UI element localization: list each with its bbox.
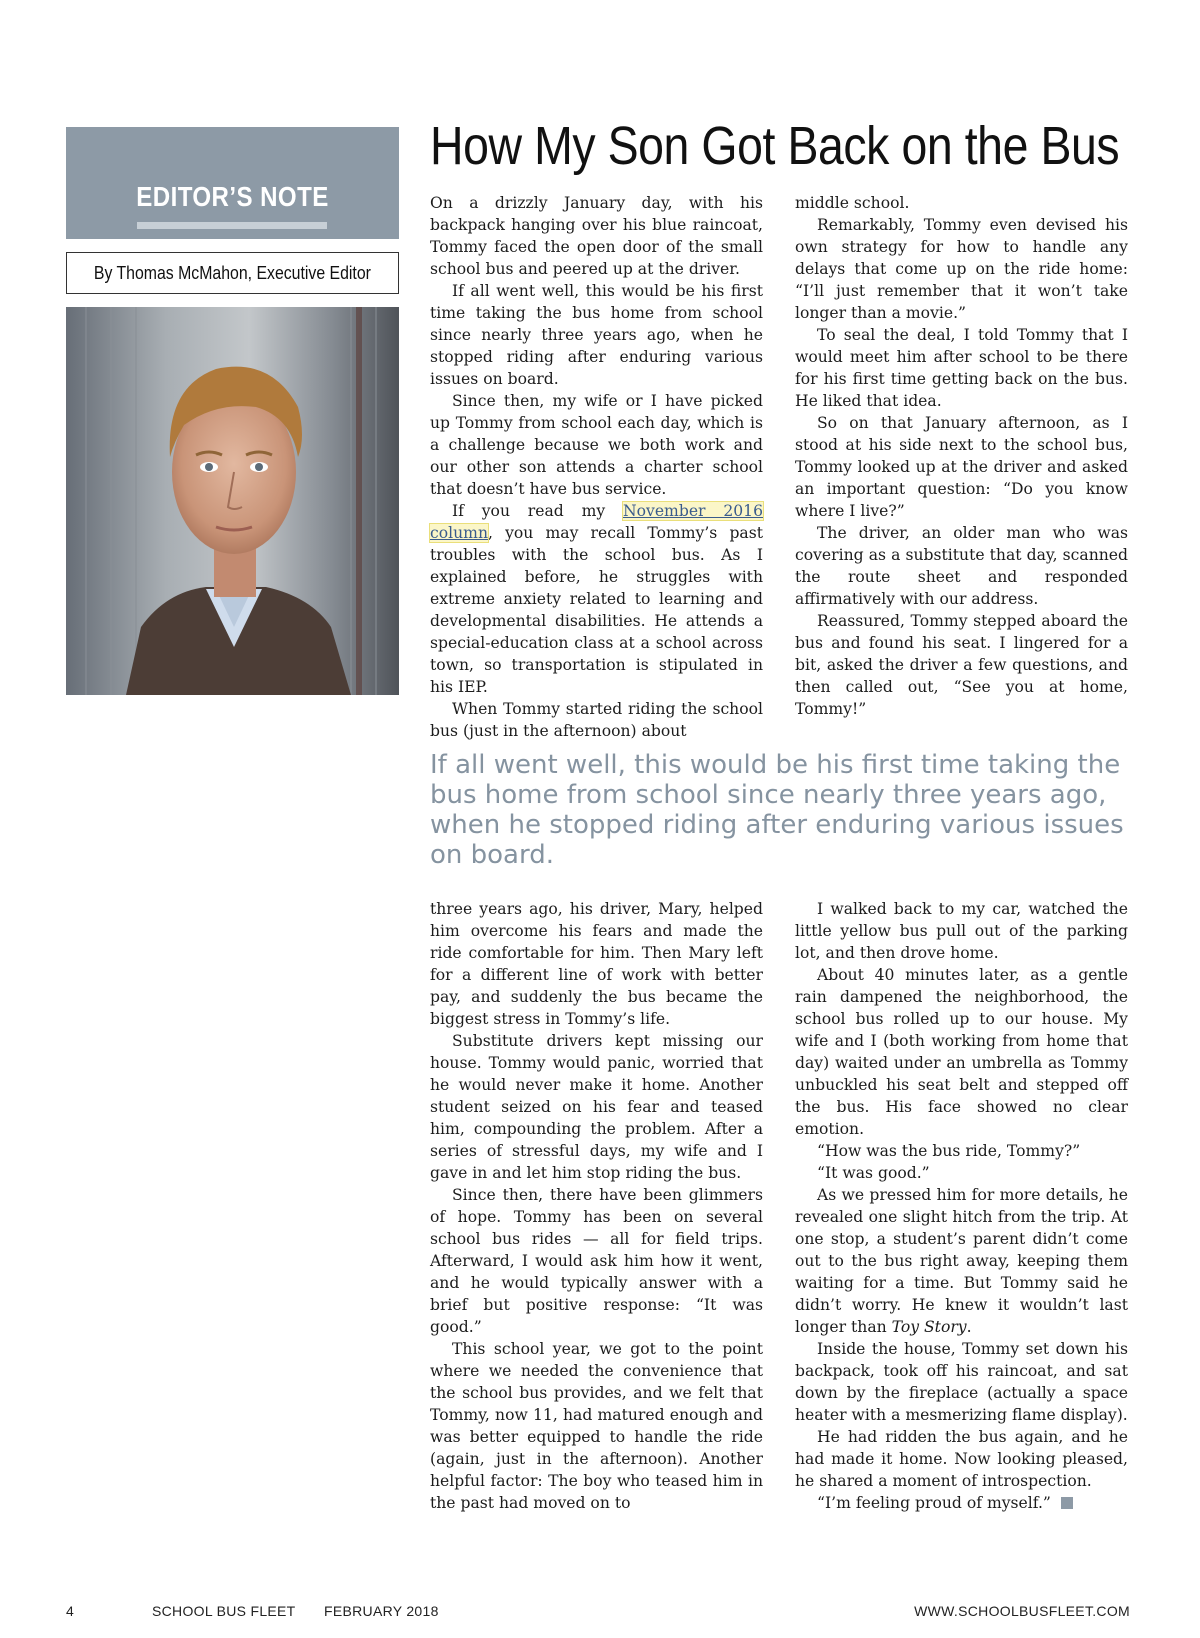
paragraph: The driver, an older man who was covering as a substitute that day, scanned the route sheet and responded affirmatively with our address.: [795, 524, 1128, 608]
paragraph: Since then, my wife or I have picked up Tommy from school each day, which is a challenge because we both work and our other son attends a charter school that doesn’t have bus service.: [430, 392, 763, 498]
end-mark-icon: [1061, 1497, 1073, 1509]
magazine-name: SCHOOL BUS FLEET: [152, 1603, 296, 1619]
paragraph: middle school.: [795, 194, 910, 212]
paragraph: three years ago, his driver, Mary, helped him overcome his fears and made the ride comfortable for him. Then Mary left for a different line of work with better pay, and suddenly the bus became the biggest stress in Tommy’s life.: [430, 900, 763, 1028]
headline: How My Son Got Back on the Bus: [430, 116, 1120, 176]
author-photo: [66, 307, 399, 695]
page-number: 4: [66, 1603, 74, 1619]
paragraph: So on that January afternoon, as I stood at his side next to the school bus, Tommy looked up at the driver and asked an important question: “Do you know where I live?”: [795, 414, 1128, 520]
article-column-1-bottom: [430, 898, 763, 1514]
text-fragment: As we pressed him for more details, he revealed one slight hitch from the trip. At one stop, a student’s parent didn’t come out to the bus right away, keeping them waiting for a time. But Tommy said he didn’t worry. He knew it wouldn’t last longer than: [795, 1186, 1128, 1336]
article-column-2-bottom: [795, 898, 1128, 1514]
paragraph: Substitute drivers kept missing our house. Tommy would panic, worried that he would never make it home. Another student seized on his fear and teased him, compounding the problem. After a series of stressful days, my wife and I gave in and let him stop riding the bus.: [430, 1032, 763, 1182]
article-column-1-top: [430, 192, 763, 742]
paragraph: When Tommy started riding the school bus (just in the afternoon) about: [430, 700, 763, 740]
byline: By Thomas McMahon, Executive Editor: [93, 262, 372, 283]
editors-note-banner: [66, 127, 399, 239]
paragraph: If all went well, this would be his first time taking the bus home from school since nearly three years ago, when he stopped riding after enduring various issues on board.: [430, 282, 763, 388]
editors-note-label: EDITOR’S NOTE: [136, 181, 329, 212]
issue-date: FEBRUARY 2018: [324, 1603, 439, 1619]
paragraph: This school year, we got to the point where we needed the convenience that the school bus provides, and we felt that Tommy, now 11, had matured enough and was better equipped to handle the ride (again, just in the afternoon). Another helpful factor: The boy who teased him in the past had moved on to: [430, 1340, 763, 1512]
banner-underline: [137, 222, 327, 229]
paragraph: To seal the deal, I told Tommy that I would meet him after school to be there for his first time getting back on the bus. He liked that idea.: [795, 326, 1128, 410]
editors-note-sidebar: [66, 127, 399, 695]
pull-quote: If all went well, this would be his first time taking the bus home from school since nearly three years ago, when he stopped riding after enduring various issues on board.: [430, 750, 1124, 870]
movie-title: Toy Story: [891, 1318, 967, 1336]
november-2016-column-link[interactable]: November 2016 column: [430, 502, 764, 542]
paragraph: He had ridden the bus again, and he had made it home. Now looking pleased, he shared a moment of introspection.: [795, 1428, 1128, 1490]
paragraph: “It was good.”: [817, 1164, 930, 1182]
paragraph: “How was the bus ride, Tommy?”: [817, 1142, 1081, 1160]
text-fragment: , you may recall Tommy’s past troubles with the school bus. As I explained before, he struggles with extreme anxiety related to learning and developmental disabilities. He attends a special-education class at a school across town, so transportation is stipulated in his IEP.: [430, 524, 763, 696]
paragraph: Remarkably, Tommy even devised his own strategy for how to handle any delays that come up on the ride home: “I’ll just remember that it won’t take longer than a movie.”: [795, 216, 1128, 322]
byline-box: [66, 252, 399, 294]
paragraph: Since then, there have been glimmers of hope. Tommy has been on several school bus rides — all for field trips. Afterward, I would ask him how it went, and he would typically answer with a brief but positive response: “It was good.”: [430, 1186, 763, 1336]
paragraph: Reassured, Tommy stepped aboard the bus and found his seat. I lingered for a bit, asked the driver a few questions, and then called out, “See you at home, Tommy!”: [795, 612, 1128, 718]
paragraph: [795, 1184, 1128, 1338]
closing-line: “I’m feeling proud of myself.”: [817, 1494, 1051, 1512]
paragraph: Inside the house, Tommy set down his backpack, took off his raincoat, and sat down by the fireplace (actually a space heater with a mesmerizing flame display).: [795, 1340, 1128, 1424]
paragraph: [795, 1492, 1128, 1514]
paragraph: About 40 minutes later, as a gentle rain dampened the neighborhood, the school bus rolled up to our house. My wife and I (both working from home that day) waited under an umbrella as Tommy unbuckled his seat belt and stepped off the bus. His face showed no clear emotion.: [795, 966, 1128, 1138]
text-fragment: .: [966, 1318, 972, 1336]
paragraph: [430, 500, 763, 698]
paragraph: On a drizzly January day, with his backpack hanging over his blue raincoat, Tommy faced the open door of the small school bus and peered up at the driver.: [430, 194, 763, 278]
website-url: WWW.SCHOOLBUSFLEET.COM: [914, 1603, 1130, 1619]
text-fragment: If you read my: [452, 502, 623, 520]
article-column-2-top: [795, 192, 1128, 720]
paragraph: I walked back to my car, watched the little yellow bus pull out of the parking lot, and then drove home.: [795, 900, 1128, 962]
